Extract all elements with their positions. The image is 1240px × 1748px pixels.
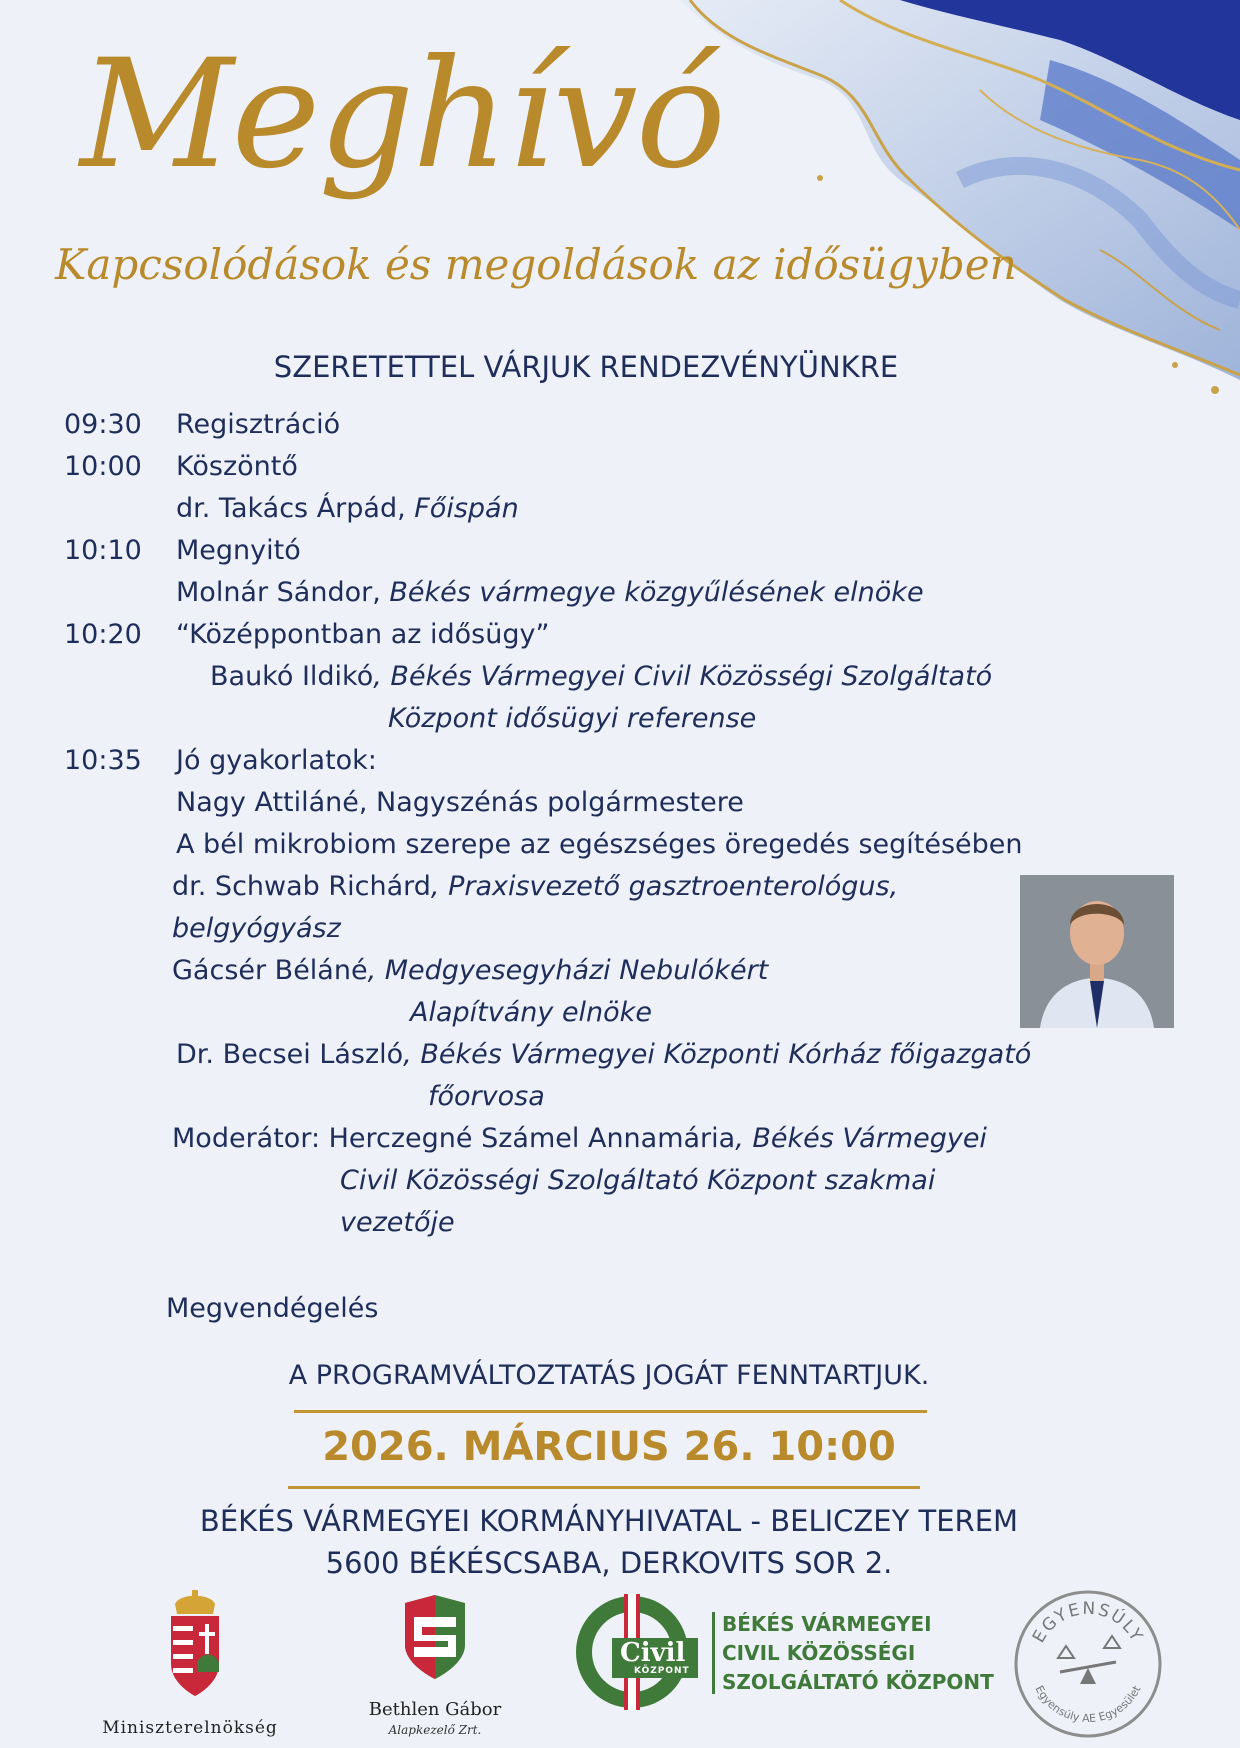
venue-line-1: BÉKÉS VÁRMEGYEI KORMÁNYHIVATAL - BELICZEY TEREM [199, 1504, 1019, 1538]
venue-line-2: 5600 BÉKÉSCSABA, DERKOVITS SOR 2. [325, 1546, 893, 1580]
ministry-logo [70, 1590, 310, 1740]
title-meghivo: Meghívó [80, 28, 725, 202]
speaker-bauko: Baukó Ildikó, Békés Vármegyei Civil Közösségi Szolgáltató [210, 661, 993, 692]
bethlen-subname: Alapkezelő Zrt. [388, 1723, 482, 1737]
bethlen-shield-icon [400, 1595, 470, 1681]
event-date: 2026. MÁRCIUS 26. 10:00 [322, 1424, 896, 1470]
civil-name: BÉKÉS VÁRMEGYEI CIVIL KÖZÖSSÉGI SZOLGÁLTATÓ KÖZPONT [722, 1612, 994, 1694]
civil-mark-subtext: KÖZPONT [634, 1666, 690, 1676]
time-1020: 10:20 [64, 619, 142, 650]
svg-text:Egyensúly AE Egyesület: Egyensúly AE Egyesület [1032, 1683, 1144, 1726]
egyensuly-logo [1012, 1588, 1164, 1740]
time-0930: 09:30 [64, 409, 142, 440]
speaker-bauko-role: Központ idősügyi referense [388, 703, 757, 734]
civil-divider [712, 1612, 715, 1694]
moderator-role-2: vezetője [340, 1207, 455, 1238]
svg-text:EGYENSÚLY: EGYENSÚLY [1028, 1598, 1148, 1647]
item-focus: “Középpontban az idősügy” [176, 619, 550, 650]
talk-microbiome: A bél mikrobiom szerepe az egészséges öregedés segítésében [176, 829, 1023, 860]
speaker-gacser-role: Alapítvány elnöke [410, 997, 652, 1028]
moderator: Moderátor: Herczegné Számel Annamária, Békés Vármegyei [172, 1123, 987, 1154]
item-opening: Megnyitó [176, 535, 301, 566]
item-greeting: Köszöntő [176, 451, 298, 482]
item-good-practices: Jó gyakorlatok: [176, 745, 377, 776]
moderator-role-1: Civil Közösségi Szolgáltató Központ szakmai [340, 1165, 936, 1196]
gold-rule-bottom [288, 1486, 920, 1489]
civil-kozpont-logo [572, 1592, 992, 1712]
speaker-nagy: Nagy Attiláné, Nagyszénás polgármestere [176, 787, 744, 818]
civil-mark-text: Civil [620, 1638, 686, 1668]
speaker-schwab-role: belgyógyász [172, 913, 341, 944]
catering: Megvendégelés [166, 1293, 379, 1324]
speaker-photo [1020, 875, 1174, 1028]
gold-rule-top [294, 1410, 927, 1413]
bethlen-name: Bethlen Gábor [368, 1699, 502, 1720]
speaker-gacser: Gácsér Béláné, Medgyesegyházi Nebulókért [172, 955, 769, 986]
time-1000: 10:00 [64, 451, 142, 482]
hungarian-coat-of-arms-icon [165, 1590, 225, 1702]
time-1035: 10:35 [64, 745, 142, 776]
venue [0, 1500, 1218, 1584]
speaker-takacs: dr. Takács Árpád, Főispán [176, 493, 519, 524]
speaker-schwab: dr. Schwab Richárd, Praxisvezető gasztroenterológus, [172, 871, 899, 902]
portrait-illustration [1020, 875, 1174, 1028]
speaker-becsei: Dr. Becsei László, Békés Vármegyei Központi Kórház főigazgató [176, 1039, 1032, 1070]
time-1010: 10:10 [64, 535, 142, 566]
bethlen-gabor-logo [350, 1595, 520, 1745]
welcome-line: SZERETETTEL VÁRJUK RENDEZVÉNYÜNKRE [273, 350, 899, 384]
egyensuly-seal-icon [1012, 1588, 1164, 1740]
speaker-becsei-role: főorvosa [428, 1081, 545, 1112]
event-subtitle: Kapcsolódások és megoldások az idősügyben [55, 240, 1017, 289]
program-change-note: A PROGRAMVÁLTOZTATÁS JOGÁT FENNTARTJUK. [288, 1360, 930, 1391]
item-registration: Regisztráció [176, 409, 341, 440]
ministry-label: Miniszterelnökség [102, 1718, 278, 1738]
speaker-molnar: Molnár Sándor, Békés vármegye közgyűlésének elnöke [176, 577, 924, 608]
